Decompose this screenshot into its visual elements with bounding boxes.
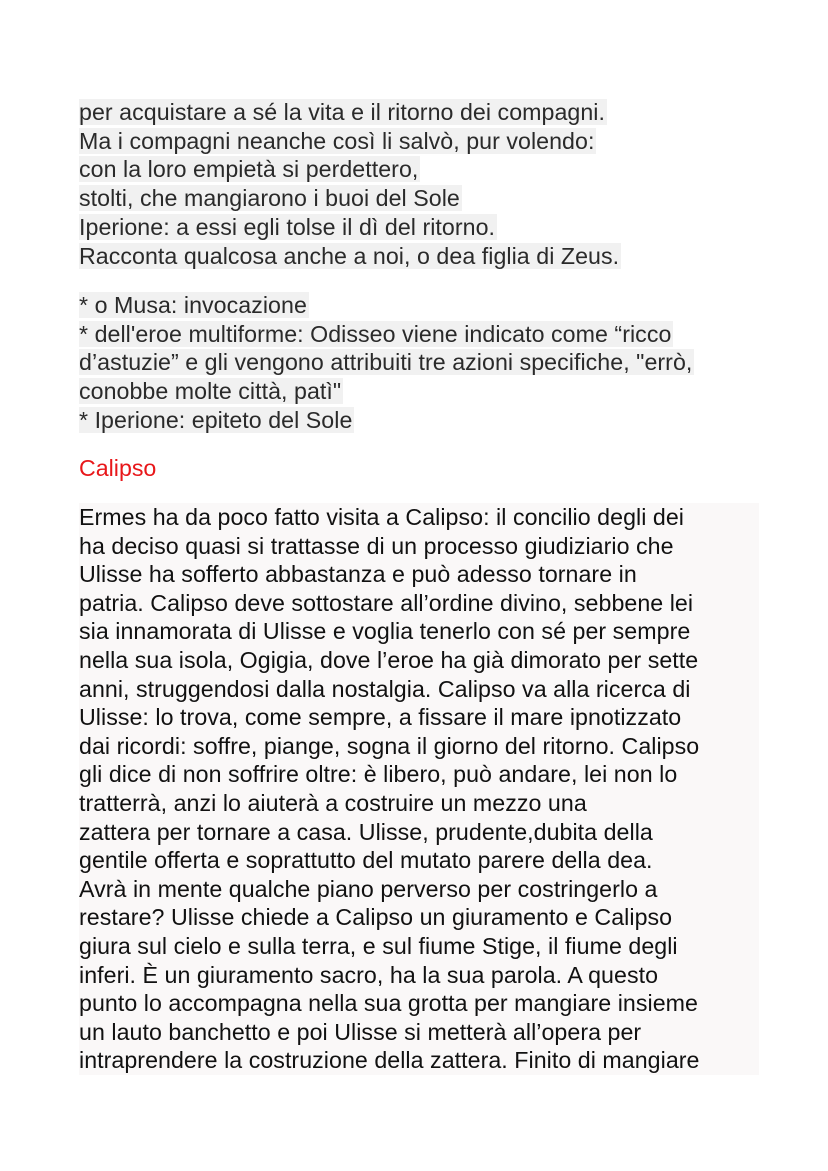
prose-line: un lauto banchetto e poi Ulisse si metterà all’opera per <box>79 1018 642 1045</box>
poem-line: stolti, che mangiarono i buoi del Sole <box>79 185 460 212</box>
poem-excerpt <box>79 98 621 270</box>
prose-line: zattera per tornare a casa. Ulisse, prudente,dubita della <box>79 818 653 845</box>
prose-line: Avrà in mente qualche piano perverso per costringerlo a <box>79 875 658 902</box>
poem-line: Iperione: a essi egli tolse il dì del ritorno. <box>79 213 496 240</box>
note-line: d’astuzie” e gli vengono attribuiti tre azioni specifiche, "errò, <box>79 349 693 376</box>
poem-line: con la loro empietà si perdettero, <box>79 156 419 183</box>
note-line: * o Musa: invocazione <box>79 292 307 318</box>
poem-line: Ma i compagni neanche così li salvò, pur volendo: <box>79 127 595 154</box>
poem-line: per acquistare a sé la vita e il ritorno dei compagni. <box>79 99 605 125</box>
prose-line: giura sul cielo e sulla terra, e sul fiume Stige, il fiume degli <box>79 932 678 959</box>
prose-line: tratterrà, anzi lo aiuterà a costruire un mezzo una <box>79 789 587 816</box>
prose-line: gentile offerta e soprattutto del mutato parere della dea. <box>79 847 653 874</box>
prose-line: Ulisse: lo trova, come sempre, a fissare il mare ipnotizzato <box>79 704 682 731</box>
prose-line: restare? Ulisse chiede a Calipso un giuramento e Calipso <box>79 904 673 931</box>
prose-line: sia innamorata di Ulisse e voglia tenerlo con sé per sempre <box>79 618 691 645</box>
prose-line: patria. Calipso deve sottostare all’ordine divino, sebbene lei <box>79 589 694 616</box>
prose-line: Ermes ha da poco fatto visita a Calipso: il concilio degli dei <box>79 504 685 530</box>
note-line: conobbe molte città, patì" <box>79 378 342 405</box>
prose-line: punto lo accompagna nella sua grotta per mangiare insieme <box>79 990 698 1017</box>
note-line: * dell'eroe multiforme: Odisseo viene indicato come “ricco <box>79 320 672 347</box>
prose-paragraph <box>79 503 759 1075</box>
poem-line: Racconta qualcosa anche a noi, o dea figlia di Zeus. <box>79 242 620 269</box>
notes-list <box>79 291 694 435</box>
prose-line: inferi. È un giuramento sacro, ha la sua parola. A questo <box>79 961 659 988</box>
section-title: Calipso <box>79 455 157 481</box>
prose-line: gli dice di non soffrire oltre: è libero, può andare, lei non lo <box>79 761 678 788</box>
note-line: * Iperione: epiteto del Sole <box>79 406 353 433</box>
prose-line: intraprendere la costruzione della zattera. Finito di mangiare <box>79 1047 700 1074</box>
prose-line: ha deciso quasi si trattasse di un processo giudiziario che <box>79 532 674 559</box>
prose-line: anni, struggendosi dalla nostalgia. Calipso va alla ricerca di <box>79 675 691 702</box>
prose-line: dai ricordi: soffre, piange, sogna il giorno del ritorno. Calipso <box>79 732 700 759</box>
prose-line: nella sua isola, Ogigia, dove l’eroe ha già dimorato per sette <box>79 646 699 673</box>
prose-line: Ulisse ha sofferto abbastanza e può adesso tornare in <box>79 561 637 588</box>
